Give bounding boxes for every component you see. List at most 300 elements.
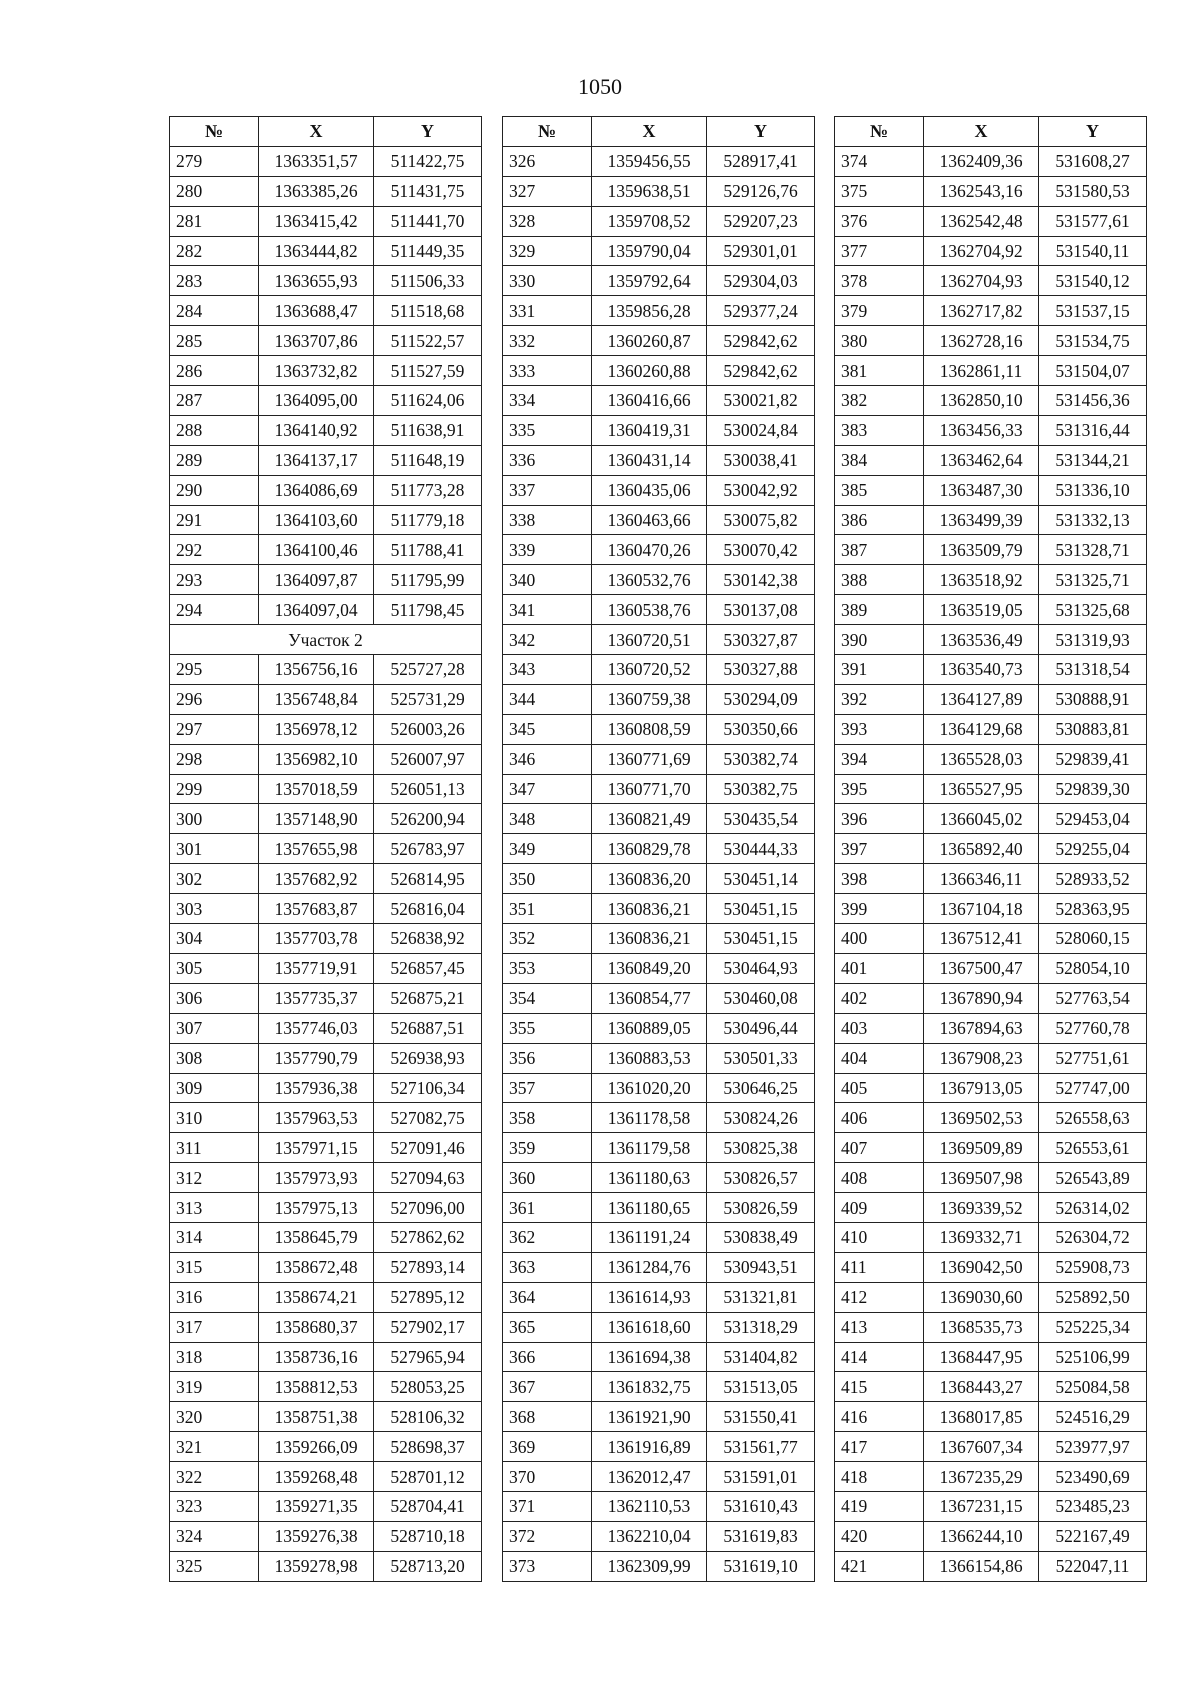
y-coordinate: 528698,37 <box>374 1432 482 1462</box>
x-coordinate: 1361180,65 <box>592 1193 707 1223</box>
y-coordinate: 530038,41 <box>707 445 815 475</box>
point-number: 348 <box>503 804 592 834</box>
point-number: 321 <box>170 1432 259 1462</box>
y-coordinate: 530021,82 <box>707 386 815 416</box>
table-row <box>835 983 1147 1013</box>
table-row <box>503 1043 815 1073</box>
table-row <box>503 1372 815 1402</box>
y-coordinate: 531318,54 <box>1039 655 1147 685</box>
x-coordinate: 1359790,04 <box>592 236 707 266</box>
x-coordinate: 1363444,82 <box>259 236 374 266</box>
y-coordinate: 511441,70 <box>374 206 482 236</box>
y-coordinate: 526938,93 <box>374 1043 482 1073</box>
table-row <box>835 625 1147 655</box>
y-coordinate: 527893,14 <box>374 1252 482 1282</box>
y-coordinate: 526814,95 <box>374 864 482 894</box>
table-row <box>503 1551 815 1581</box>
point-number: 332 <box>503 326 592 356</box>
point-number: 382 <box>835 386 924 416</box>
y-coordinate: 528917,41 <box>707 146 815 176</box>
point-number: 323 <box>170 1491 259 1521</box>
table-row <box>170 744 482 774</box>
table-row <box>503 684 815 714</box>
x-coordinate: 1360720,51 <box>592 625 707 655</box>
point-number: 358 <box>503 1103 592 1133</box>
point-number: 396 <box>835 804 924 834</box>
table-row <box>503 1491 815 1521</box>
table-row <box>503 206 815 236</box>
y-coordinate: 529126,76 <box>707 176 815 206</box>
point-number: 421 <box>835 1551 924 1581</box>
y-coordinate: 530382,75 <box>707 774 815 804</box>
y-coordinate: 530435,54 <box>707 804 815 834</box>
y-coordinate: 526887,51 <box>374 1013 482 1043</box>
y-coordinate: 511449,35 <box>374 236 482 266</box>
x-coordinate: 1356978,12 <box>259 714 374 744</box>
x-coordinate: 1367500,47 <box>924 953 1039 983</box>
point-number: 289 <box>170 445 259 475</box>
y-coordinate: 530451,14 <box>707 864 815 894</box>
x-coordinate: 1357682,92 <box>259 864 374 894</box>
x-coordinate: 1369339,52 <box>924 1193 1039 1223</box>
table-row <box>835 1402 1147 1432</box>
table-row <box>170 714 482 744</box>
point-number: 305 <box>170 953 259 983</box>
table-row <box>170 505 482 535</box>
point-number: 391 <box>835 655 924 685</box>
x-coordinate: 1363385,26 <box>259 176 374 206</box>
y-coordinate: 511773,28 <box>374 475 482 505</box>
y-coordinate: 529255,04 <box>1039 834 1147 864</box>
y-coordinate: 525908,73 <box>1039 1252 1147 1282</box>
x-coordinate: 1358812,53 <box>259 1372 374 1402</box>
y-coordinate: 530838,49 <box>707 1222 815 1252</box>
y-coordinate: 511638,91 <box>374 415 482 445</box>
table-row <box>835 1312 1147 1342</box>
x-coordinate: 1364097,87 <box>259 565 374 595</box>
point-number: 403 <box>835 1013 924 1043</box>
x-coordinate: 1361284,76 <box>592 1252 707 1282</box>
point-number: 405 <box>835 1073 924 1103</box>
point-number: 327 <box>503 176 592 206</box>
point-number: 281 <box>170 206 259 236</box>
table-row <box>835 1133 1147 1163</box>
table-row <box>503 983 815 1013</box>
table-row <box>503 804 815 834</box>
table-row <box>170 176 482 206</box>
x-coordinate: 1362409,36 <box>924 146 1039 176</box>
point-number: 310 <box>170 1103 259 1133</box>
table-row <box>503 1282 815 1312</box>
y-coordinate: 527902,17 <box>374 1312 482 1342</box>
point-number: 381 <box>835 356 924 386</box>
point-number: 379 <box>835 296 924 326</box>
y-coordinate: 528053,25 <box>374 1372 482 1402</box>
point-number: 314 <box>170 1222 259 1252</box>
table-row <box>503 774 815 804</box>
y-coordinate: 531318,29 <box>707 1312 815 1342</box>
x-coordinate: 1363707,86 <box>259 326 374 356</box>
point-number: 297 <box>170 714 259 744</box>
x-coordinate: 1364095,00 <box>259 386 374 416</box>
table-header <box>835 117 1147 147</box>
table-row <box>835 804 1147 834</box>
x-coordinate: 1357683,87 <box>259 894 374 924</box>
point-number: 374 <box>835 146 924 176</box>
point-number: 357 <box>503 1073 592 1103</box>
x-coordinate: 1363536,49 <box>924 625 1039 655</box>
point-number: 375 <box>835 176 924 206</box>
point-number: 286 <box>170 356 259 386</box>
y-coordinate: 530024,84 <box>707 415 815 445</box>
x-coordinate: 1361832,75 <box>592 1372 707 1402</box>
point-number: 399 <box>835 894 924 924</box>
table-row <box>170 1163 482 1193</box>
table-row <box>503 1342 815 1372</box>
y-coordinate: 530460,08 <box>707 983 815 1013</box>
x-coordinate: 1362012,47 <box>592 1462 707 1492</box>
x-coordinate: 1359278,98 <box>259 1551 374 1581</box>
y-coordinate: 531580,53 <box>1039 176 1147 206</box>
table-row <box>835 356 1147 386</box>
table-header <box>170 117 482 147</box>
table-row <box>170 894 482 924</box>
point-number: 341 <box>503 595 592 625</box>
y-coordinate: 525106,99 <box>1039 1342 1147 1372</box>
x-coordinate: 1363499,39 <box>924 505 1039 535</box>
x-coordinate: 1361614,93 <box>592 1282 707 1312</box>
table-row <box>835 1282 1147 1312</box>
x-coordinate: 1358736,16 <box>259 1342 374 1372</box>
table-row <box>503 714 815 744</box>
x-coordinate: 1369030,60 <box>924 1282 1039 1312</box>
table-row <box>835 924 1147 954</box>
x-coordinate: 1364086,69 <box>259 475 374 505</box>
table-row <box>503 595 815 625</box>
y-coordinate: 523485,23 <box>1039 1491 1147 1521</box>
point-number: 383 <box>835 415 924 445</box>
point-number: 353 <box>503 953 592 983</box>
y-coordinate: 527106,34 <box>374 1073 482 1103</box>
table-row <box>170 1432 482 1462</box>
point-number: 368 <box>503 1402 592 1432</box>
point-number: 419 <box>835 1491 924 1521</box>
point-number: 339 <box>503 535 592 565</box>
x-coordinate: 1360720,52 <box>592 655 707 685</box>
x-coordinate: 1363462,64 <box>924 445 1039 475</box>
point-number: 372 <box>503 1521 592 1551</box>
table-row <box>835 1432 1147 1462</box>
point-number: 311 <box>170 1133 259 1163</box>
x-coordinate: 1360431,14 <box>592 445 707 475</box>
x-coordinate: 1359271,35 <box>259 1491 374 1521</box>
point-number: 294 <box>170 595 259 625</box>
y-coordinate: 531550,41 <box>707 1402 815 1432</box>
x-coordinate: 1357735,37 <box>259 983 374 1013</box>
table-row <box>835 1491 1147 1521</box>
x-coordinate: 1357971,15 <box>259 1133 374 1163</box>
x-coordinate: 1364137,17 <box>259 445 374 475</box>
y-coordinate: 523490,69 <box>1039 1462 1147 1492</box>
x-coordinate: 1367908,23 <box>924 1043 1039 1073</box>
x-coordinate: 1360829,78 <box>592 834 707 864</box>
table-row <box>503 953 815 983</box>
x-coordinate: 1356756,16 <box>259 655 374 685</box>
point-number: 415 <box>835 1372 924 1402</box>
y-coordinate: 530075,82 <box>707 505 815 535</box>
y-coordinate: 527763,54 <box>1039 983 1147 1013</box>
table-row <box>170 1222 482 1252</box>
x-coordinate: 1358645,79 <box>259 1222 374 1252</box>
y-coordinate: 526200,94 <box>374 804 482 834</box>
table-row <box>170 1402 482 1432</box>
x-coordinate: 1360435,06 <box>592 475 707 505</box>
point-number: 413 <box>835 1312 924 1342</box>
x-coordinate: 1360849,20 <box>592 953 707 983</box>
table-row <box>170 326 482 356</box>
y-coordinate: 530826,57 <box>707 1163 815 1193</box>
table-row <box>835 894 1147 924</box>
point-number: 288 <box>170 415 259 445</box>
table-body <box>503 146 815 1581</box>
point-number: 392 <box>835 684 924 714</box>
point-number: 316 <box>170 1282 259 1312</box>
point-number: 317 <box>170 1312 259 1342</box>
table-row <box>170 386 482 416</box>
point-number: 408 <box>835 1163 924 1193</box>
x-coordinate: 1357790,79 <box>259 1043 374 1073</box>
point-number: 390 <box>835 625 924 655</box>
point-number: 355 <box>503 1013 592 1043</box>
table-row <box>835 834 1147 864</box>
y-coordinate: 531325,68 <box>1039 595 1147 625</box>
table-row <box>503 1133 815 1163</box>
point-number: 407 <box>835 1133 924 1163</box>
y-coordinate: 529301,01 <box>707 236 815 266</box>
point-number: 315 <box>170 1252 259 1282</box>
x-coordinate: 1362861,11 <box>924 356 1039 386</box>
y-coordinate: 530883,81 <box>1039 714 1147 744</box>
table-row <box>503 266 815 296</box>
x-coordinate: 1362309,99 <box>592 1551 707 1581</box>
point-number: 296 <box>170 684 259 714</box>
x-coordinate: 1364103,60 <box>259 505 374 535</box>
y-coordinate: 527862,62 <box>374 1222 482 1252</box>
point-number: 367 <box>503 1372 592 1402</box>
header-y: Y <box>374 117 482 147</box>
table-row <box>835 386 1147 416</box>
x-coordinate: 1367913,05 <box>924 1073 1039 1103</box>
point-number: 283 <box>170 266 259 296</box>
x-coordinate: 1369042,50 <box>924 1252 1039 1282</box>
header-number: № <box>170 117 259 147</box>
x-coordinate: 1359708,52 <box>592 206 707 236</box>
header-x: X <box>592 117 707 147</box>
table-row <box>835 714 1147 744</box>
point-number: 291 <box>170 505 259 535</box>
table-row <box>170 655 482 685</box>
table-row <box>170 1282 482 1312</box>
x-coordinate: 1361921,90 <box>592 1402 707 1432</box>
x-coordinate: 1362210,04 <box>592 1521 707 1551</box>
table-row <box>170 774 482 804</box>
y-coordinate: 530826,59 <box>707 1193 815 1223</box>
table-body <box>835 146 1147 1581</box>
y-coordinate: 523977,97 <box>1039 1432 1147 1462</box>
table-row <box>170 565 482 595</box>
x-coordinate: 1362728,16 <box>924 326 1039 356</box>
x-coordinate: 1364127,89 <box>924 684 1039 714</box>
x-coordinate: 1362110,53 <box>592 1491 707 1521</box>
point-number: 337 <box>503 475 592 505</box>
table-row <box>835 535 1147 565</box>
point-number: 347 <box>503 774 592 804</box>
table-row <box>170 1312 482 1342</box>
table-row <box>503 1462 815 1492</box>
point-number: 378 <box>835 266 924 296</box>
y-coordinate: 530464,93 <box>707 953 815 983</box>
table-row <box>835 1462 1147 1492</box>
x-coordinate: 1360854,77 <box>592 983 707 1013</box>
y-coordinate: 531404,82 <box>707 1342 815 1372</box>
header-number: № <box>503 117 592 147</box>
point-number: 326 <box>503 146 592 176</box>
x-coordinate: 1356982,10 <box>259 744 374 774</box>
point-number: 350 <box>503 864 592 894</box>
y-coordinate: 528060,15 <box>1039 924 1147 954</box>
point-number: 411 <box>835 1252 924 1282</box>
point-number: 409 <box>835 1193 924 1223</box>
table-row <box>170 834 482 864</box>
table-row <box>503 176 815 206</box>
point-number: 335 <box>503 415 592 445</box>
point-number: 366 <box>503 1342 592 1372</box>
table-row <box>170 804 482 834</box>
x-coordinate: 1357148,90 <box>259 804 374 834</box>
table-row <box>835 864 1147 894</box>
table-row <box>170 475 482 505</box>
point-number: 322 <box>170 1462 259 1492</box>
table-row <box>170 445 482 475</box>
x-coordinate: 1361180,63 <box>592 1163 707 1193</box>
table-row <box>503 565 815 595</box>
table-row <box>835 953 1147 983</box>
y-coordinate: 527091,46 <box>374 1133 482 1163</box>
table-row <box>503 475 815 505</box>
y-coordinate: 529839,41 <box>1039 744 1147 774</box>
x-coordinate: 1366244,10 <box>924 1521 1039 1551</box>
section-row <box>170 625 482 655</box>
y-coordinate: 531336,10 <box>1039 475 1147 505</box>
y-coordinate: 528106,32 <box>374 1402 482 1432</box>
y-coordinate: 530382,74 <box>707 744 815 774</box>
table-row <box>170 1073 482 1103</box>
table-row <box>835 1551 1147 1581</box>
y-coordinate: 531325,71 <box>1039 565 1147 595</box>
x-coordinate: 1357973,93 <box>259 1163 374 1193</box>
y-coordinate: 525225,34 <box>1039 1312 1147 1342</box>
table-row <box>170 206 482 236</box>
point-number: 342 <box>503 625 592 655</box>
y-coordinate: 529377,24 <box>707 296 815 326</box>
x-coordinate: 1365528,03 <box>924 744 1039 774</box>
y-coordinate: 530646,25 <box>707 1073 815 1103</box>
table-row <box>503 864 815 894</box>
x-coordinate: 1363655,93 <box>259 266 374 296</box>
point-number: 340 <box>503 565 592 595</box>
table-row <box>503 655 815 685</box>
point-number: 349 <box>503 834 592 864</box>
x-coordinate: 1367894,63 <box>924 1013 1039 1043</box>
x-coordinate: 1358674,21 <box>259 1282 374 1312</box>
y-coordinate: 527751,61 <box>1039 1043 1147 1073</box>
point-number: 318 <box>170 1342 259 1372</box>
y-coordinate: 530137,08 <box>707 595 815 625</box>
point-number: 356 <box>503 1043 592 1073</box>
point-number: 365 <box>503 1312 592 1342</box>
point-number: 370 <box>503 1462 592 1492</box>
x-coordinate: 1364097,04 <box>259 595 374 625</box>
x-coordinate: 1358680,37 <box>259 1312 374 1342</box>
table-row <box>503 1521 815 1551</box>
point-number: 285 <box>170 326 259 356</box>
y-coordinate: 526857,45 <box>374 953 482 983</box>
table-row <box>835 1073 1147 1103</box>
point-number: 336 <box>503 445 592 475</box>
table-header <box>503 117 815 147</box>
x-coordinate: 1360260,87 <box>592 326 707 356</box>
x-coordinate: 1363487,30 <box>924 475 1039 505</box>
y-coordinate: 526816,04 <box>374 894 482 924</box>
x-coordinate: 1360836,21 <box>592 924 707 954</box>
y-coordinate: 528704,41 <box>374 1491 482 1521</box>
x-coordinate: 1363732,82 <box>259 356 374 386</box>
table-row <box>503 1312 815 1342</box>
y-coordinate: 530350,66 <box>707 714 815 744</box>
y-coordinate: 511795,99 <box>374 565 482 595</box>
table-row <box>170 1491 482 1521</box>
table-row <box>170 953 482 983</box>
page-number: 1050 <box>578 74 622 99</box>
y-coordinate: 511779,18 <box>374 505 482 535</box>
y-coordinate: 526314,02 <box>1039 1193 1147 1223</box>
table-row <box>503 894 815 924</box>
x-coordinate: 1369509,89 <box>924 1133 1039 1163</box>
point-number: 299 <box>170 774 259 804</box>
point-number: 380 <box>835 326 924 356</box>
point-number: 363 <box>503 1252 592 1282</box>
table-row <box>503 1073 815 1103</box>
y-coordinate: 530888,91 <box>1039 684 1147 714</box>
x-coordinate: 1360821,49 <box>592 804 707 834</box>
y-coordinate: 531540,11 <box>1039 236 1147 266</box>
x-coordinate: 1360416,66 <box>592 386 707 416</box>
y-coordinate: 530070,42 <box>707 535 815 565</box>
x-coordinate: 1360883,53 <box>592 1043 707 1073</box>
coordinates-table-2 <box>502 116 815 1582</box>
y-coordinate: 511518,68 <box>374 296 482 326</box>
point-number: 306 <box>170 983 259 1013</box>
point-number: 324 <box>170 1521 259 1551</box>
y-coordinate: 530294,09 <box>707 684 815 714</box>
point-number: 287 <box>170 386 259 416</box>
point-number: 313 <box>170 1193 259 1223</box>
x-coordinate: 1361618,60 <box>592 1312 707 1342</box>
point-number: 343 <box>503 655 592 685</box>
x-coordinate: 1357936,38 <box>259 1073 374 1103</box>
y-coordinate: 531537,15 <box>1039 296 1147 326</box>
point-number: 377 <box>835 236 924 266</box>
